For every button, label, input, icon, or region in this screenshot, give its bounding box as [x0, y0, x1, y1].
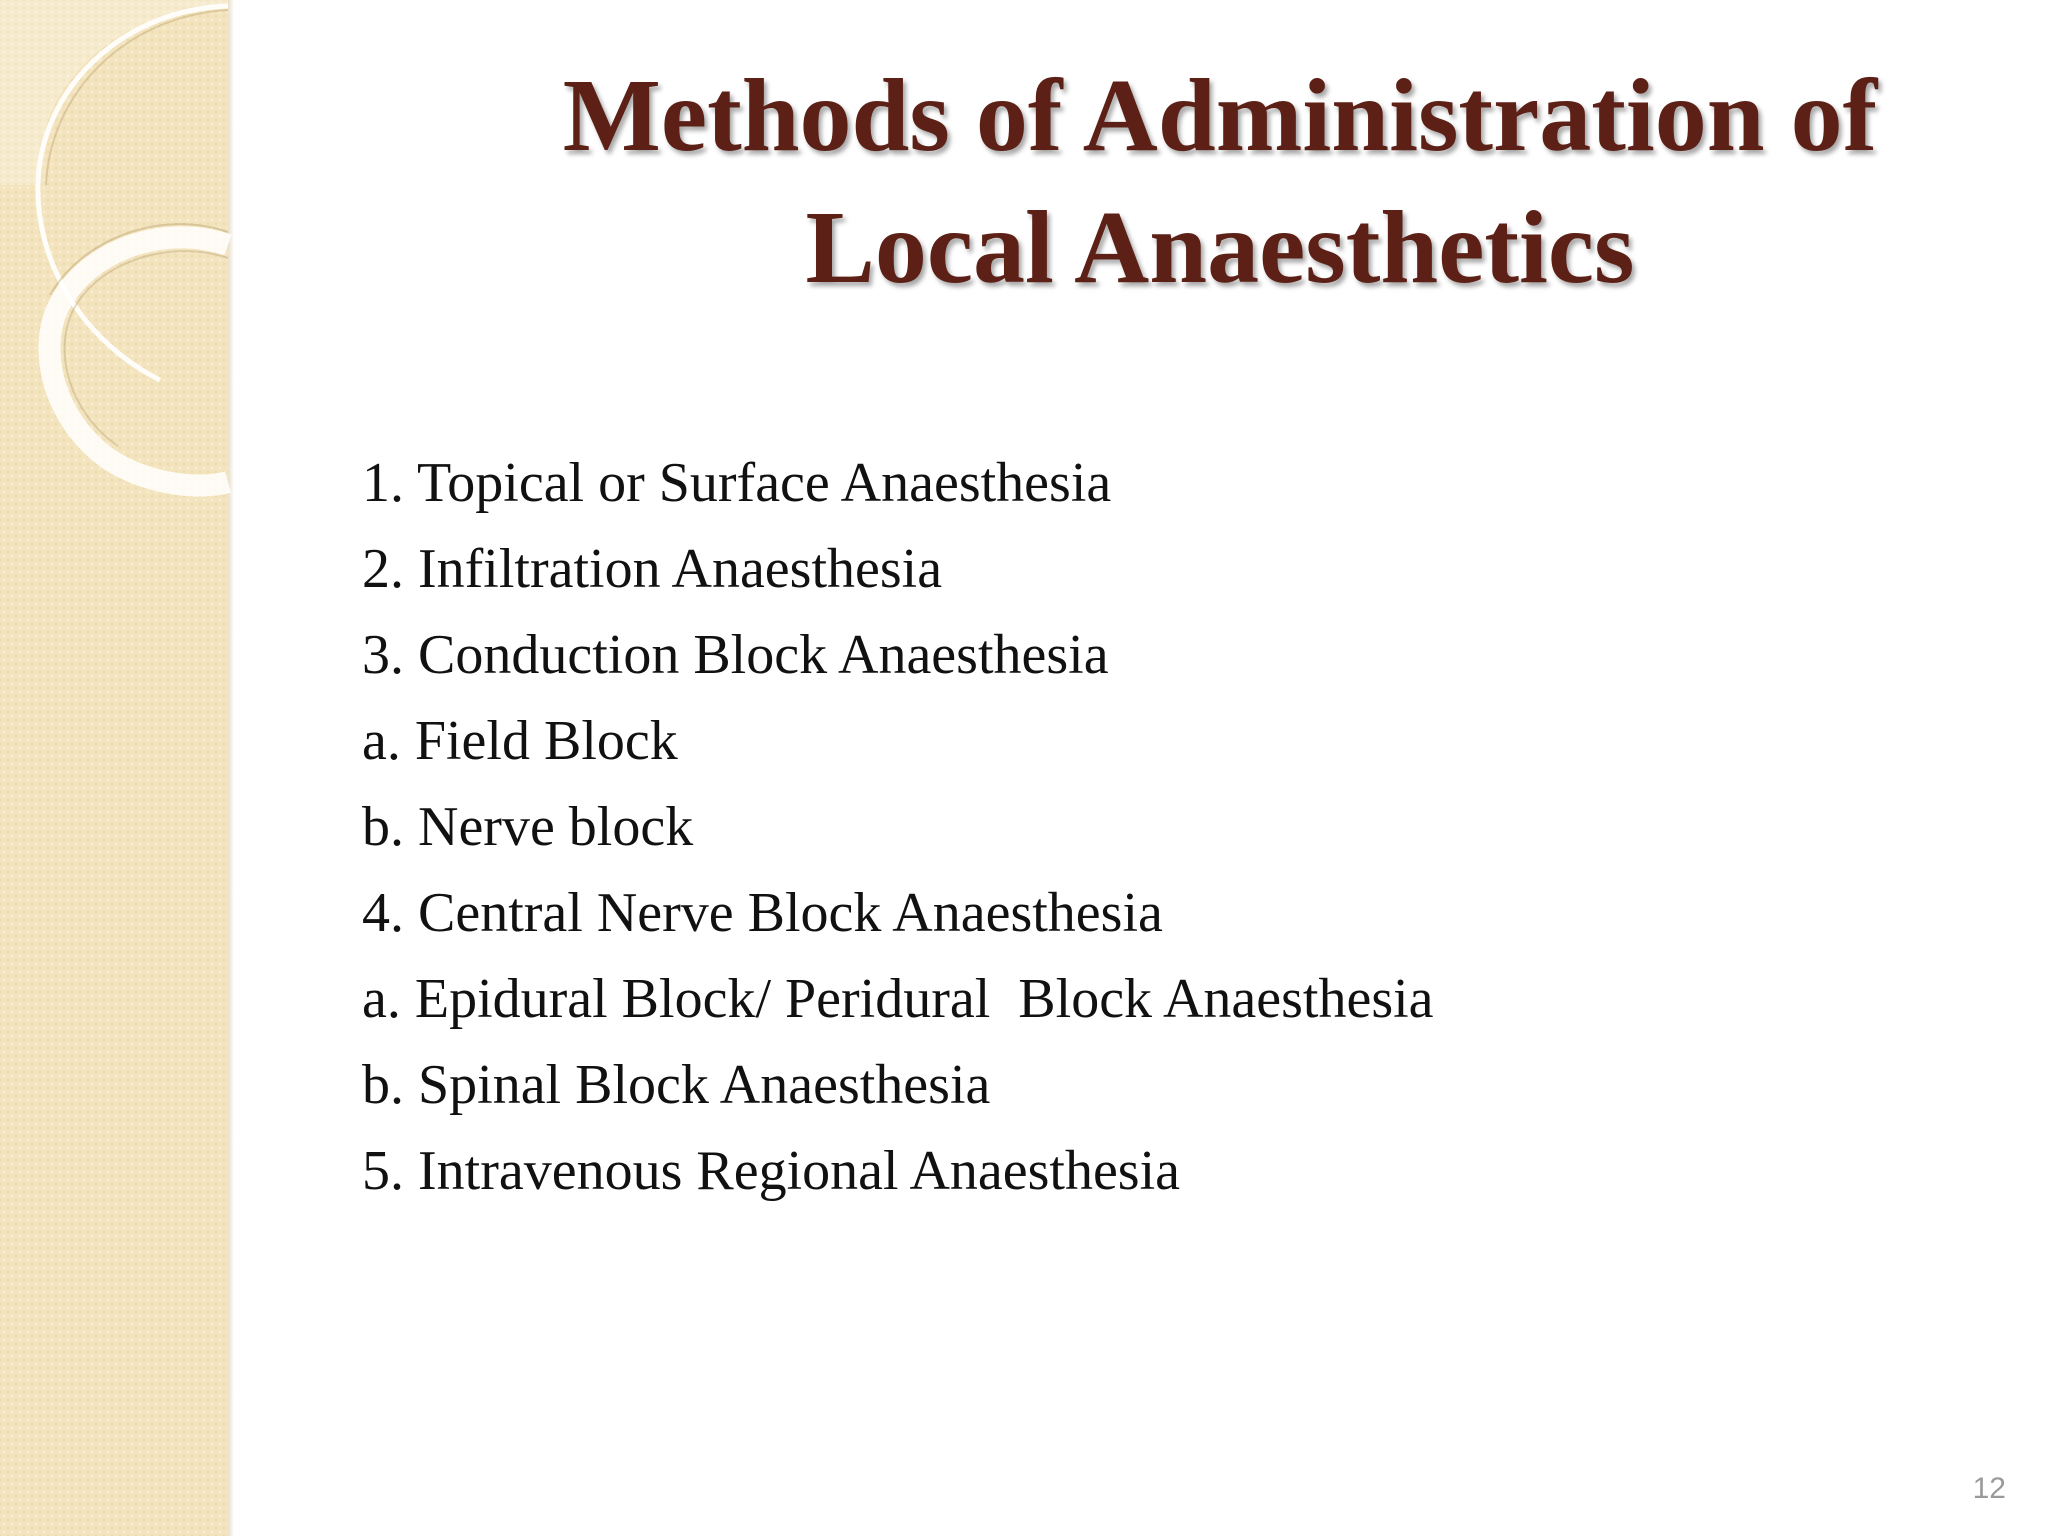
slide-title-line-2: Local Anaesthetics — [805, 190, 1635, 305]
list-item: a. Field Block — [362, 710, 678, 772]
method-list — [362, 440, 1434, 1214]
slide-title — [470, 50, 1970, 314]
list-item: 1. Topical or Surface Anaesthesia — [362, 452, 1112, 514]
list-item: b. Nerve block — [362, 796, 694, 858]
list-item: a. Epidural Block/ Peridural Block Anaesthesia — [362, 968, 1434, 1030]
list-item: 2. Infiltration Anaesthesia — [362, 538, 943, 600]
list-item: 3. Conduction Block Anaesthesia — [362, 624, 1109, 686]
decorative-rings — [0, 0, 240, 520]
list-item: b. Spinal Block Anaesthesia — [362, 1054, 991, 1116]
list-item: 4. Central Nerve Block Anaesthesia — [362, 882, 1163, 944]
list-item: 5. Intravenous Regional Anaesthesia — [362, 1140, 1181, 1202]
page-number: 12 — [1972, 1472, 2006, 1505]
slide-title-line-1: Methods of Administration of — [562, 58, 1878, 173]
